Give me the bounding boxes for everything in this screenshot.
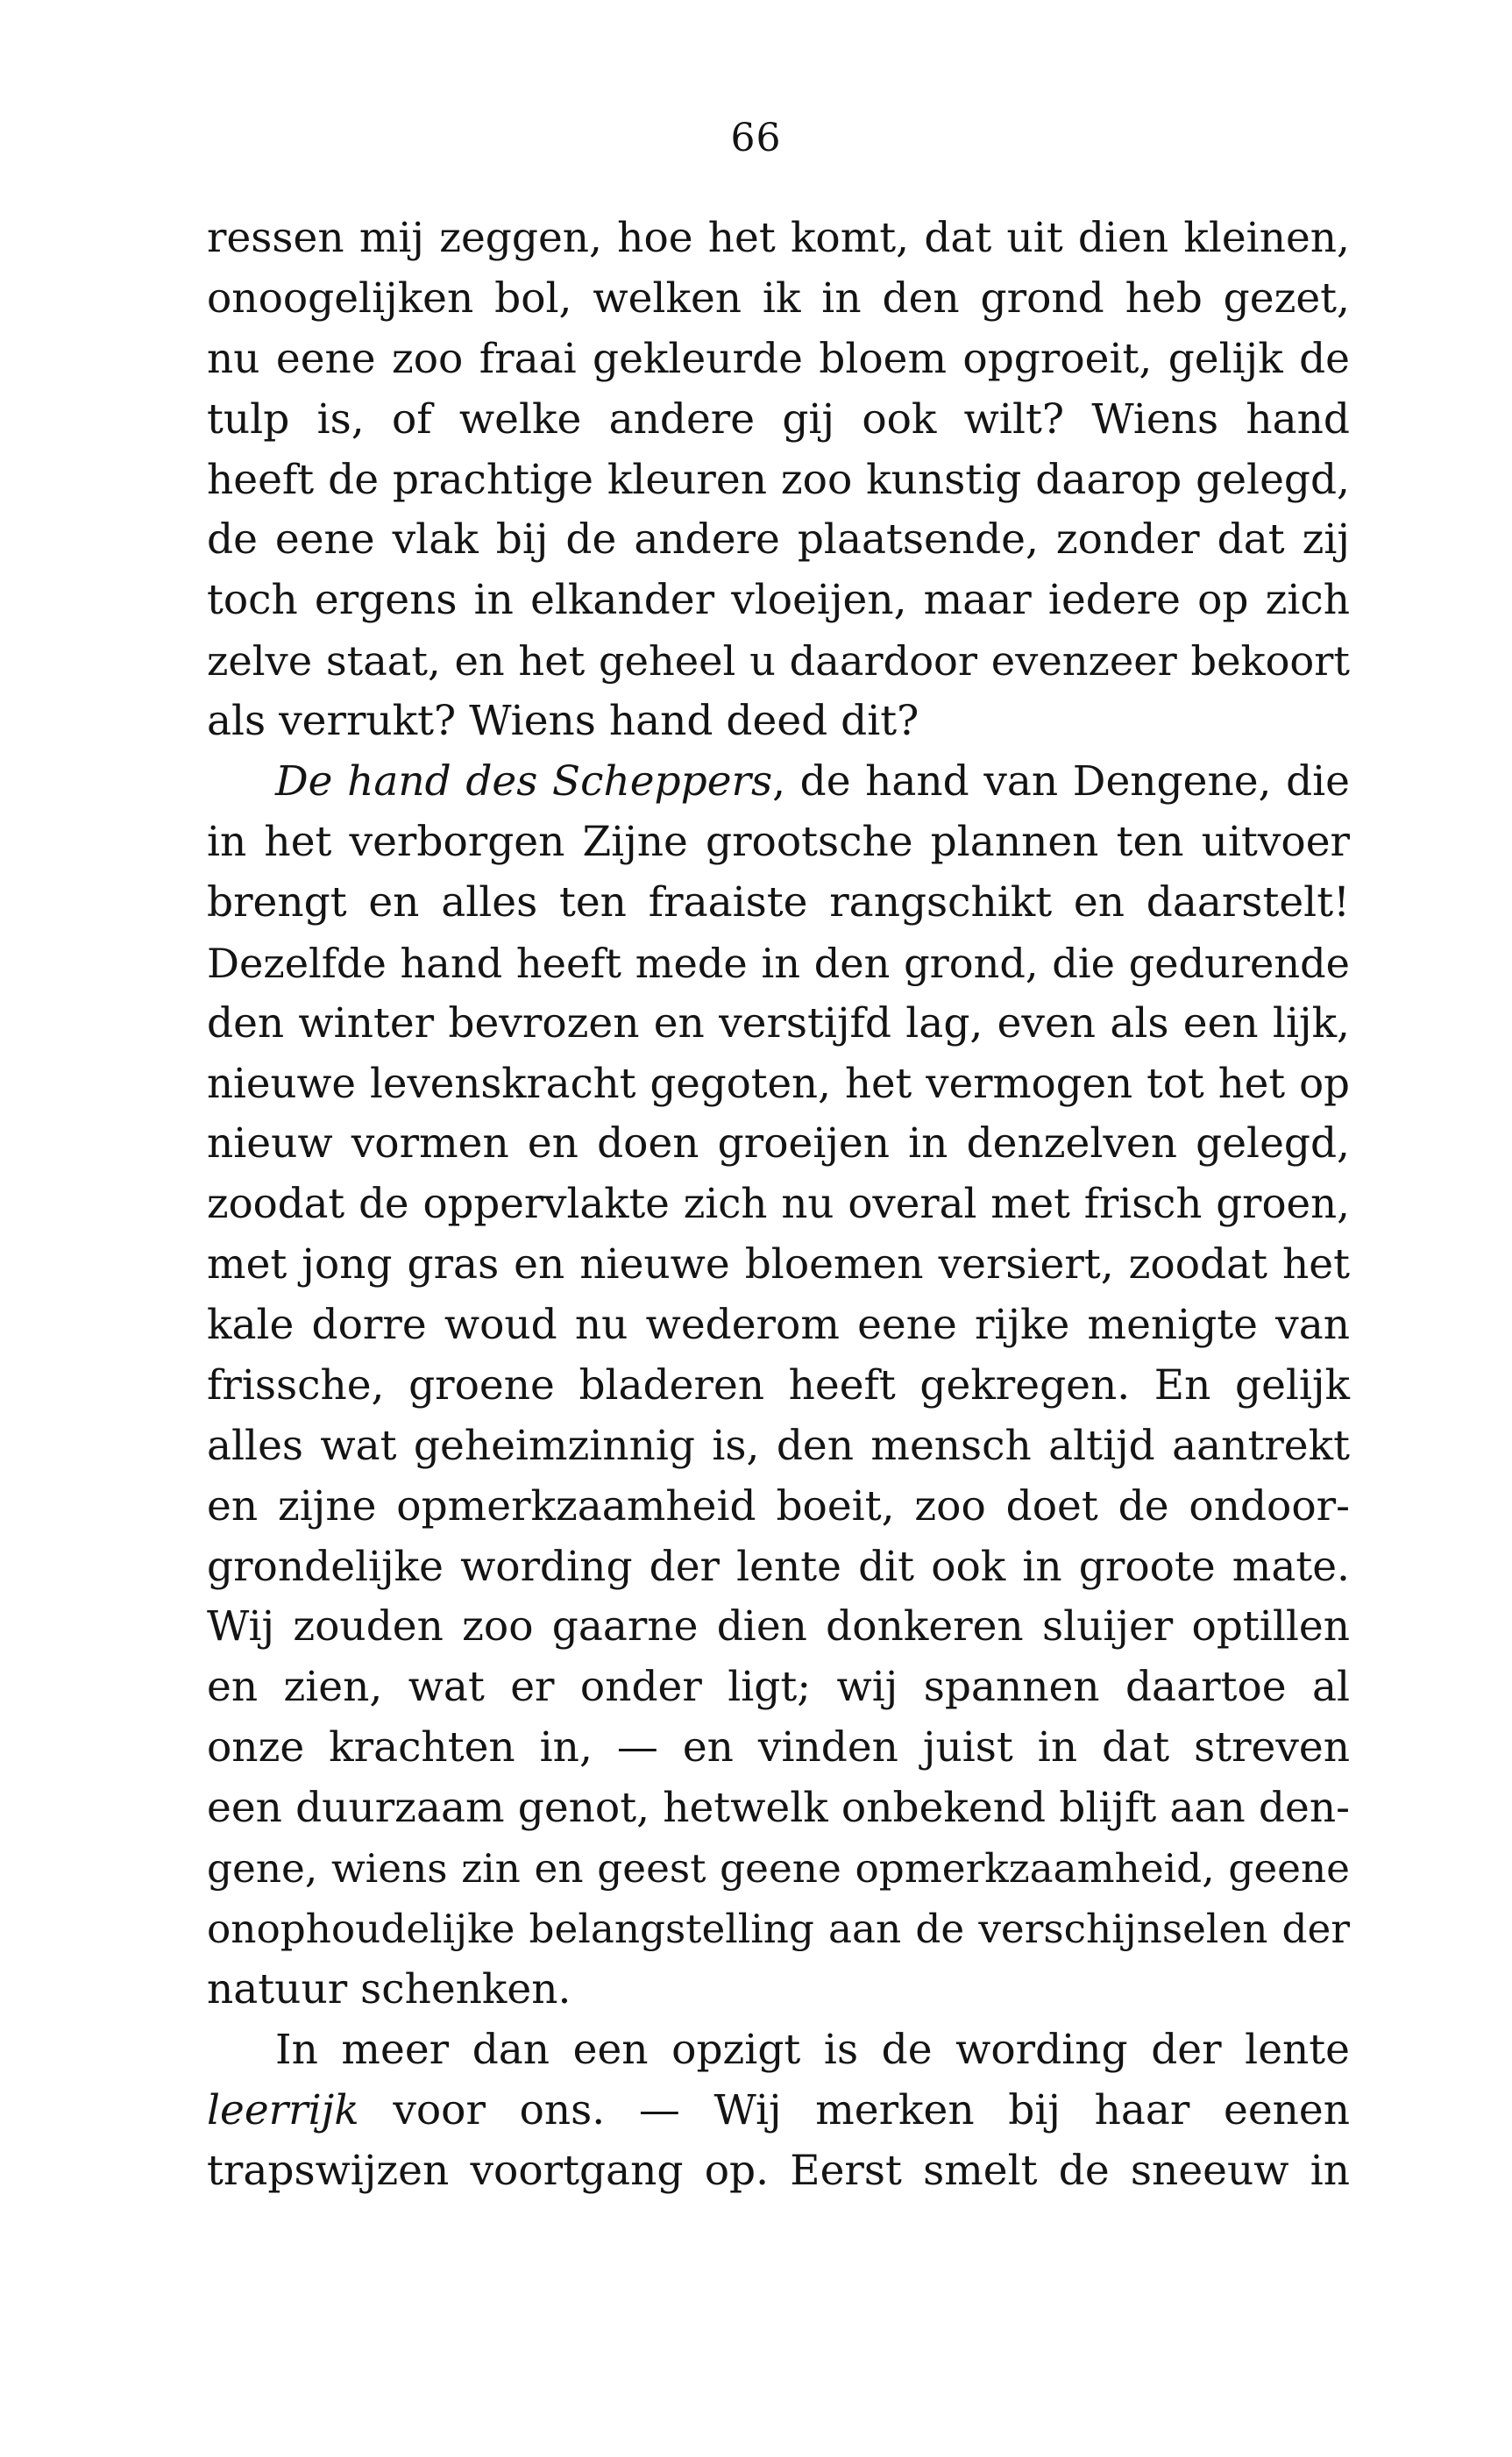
text-line: Wij zouden zoo gaarne dien donkeren sluijer optillen [207,1602,1350,1651]
text-line: tulp is, of welke andere gij ook wilt? Wiens hand [207,394,1350,444]
text-line: heeft de prachtige kleuren zoo kunstig daarop gelegd, [207,455,1350,504]
text-line: ressen mij zeggen, hoe het komt, dat uit dien kleinen, [207,214,1350,262]
text-line: nu eene zoo fraai gekleurde bloem opgroeit, gelijk de [207,334,1350,383]
text-line: onze krachten in, — en vinden juist in dat streven [207,1723,1350,1772]
text-line: grondelijke wording der lente dit ook in groote mate. [207,1542,1350,1591]
text-line: nieuwe levenskracht gegoten, het vermogen tot het op [207,1060,1350,1108]
body-text [207,209,1350,2201]
text-line: natuur schenken. [207,1964,571,2013]
text-line: gene, wiens zin en geest geene opmerkzaamheid, geene [207,1845,1350,1892]
italic-word: leerrijk [207,2085,359,2134]
text-line: als verrukt? Wiens hand deed dit? [207,697,919,746]
text-line: alles wat geheimzinnig is, den mensch altijd aantrekt [207,1421,1350,1470]
italic-phrase: De hand des Scheppers [275,757,773,806]
text-line: den winter bevrozen en verstijfd lag, even als een lijk, [207,998,1350,1047]
text-line: in het verborgen Zijne grootsche plannen ten uitvoer [207,817,1350,866]
text-line: brengt en alles ten fraaiste rangschikt en daarstelt! [207,877,1350,927]
text-line: In meer dan een opzigt is de wording der lente [275,2025,1350,2074]
text-line: en zijne opmerkzaamheid boeit, zoo doet de ondoor- [207,1481,1350,1530]
page-number: 66 [730,116,782,160]
text-line: met jong gras en nieuwe bloemen versiert, zoodat het [207,1240,1350,1289]
text-line: zelve staat, en het geheel u daardoor evenzeer bekoort [207,637,1350,685]
text-line: toch ergens in elkander vloeijen, maar iedere op zich [207,576,1350,625]
text-fragment: , de hand van Dengene, die [772,757,1350,806]
text-line: trapswijzen voortgang op. Eerst smelt de sneeuw in [207,2146,1350,2195]
text-line: zoodat de oppervlakte zich nu overal met frisch groen, [207,1181,1350,1229]
text-line: en zien, wat er onder ligt; wij spannen daartoe al [207,1663,1350,1712]
text-line: kale dorre woud nu wederom eene rijke menigte van [207,1301,1350,1350]
text-line-emphasis [207,2081,1350,2141]
text-line: Dezelfde hand heeft mede in den grond, die gedurende [207,939,1350,987]
text-line: onoogelijken bol, welken ik in den grond heb gezet, [207,273,1350,323]
text-line-emphasis [207,752,1350,813]
text-line: frissche, groene bladeren heeft gekregen. En gelijk [207,1360,1350,1410]
text-line: een duurzaam genot, hetwelk onbekend blijft aan den- [207,1784,1350,1833]
text-line: de eene vlak bij de andere plaatsende, zonder dat zij [207,515,1350,565]
text-line: onophoudelijke belangstelling aan de verschijnselen der [207,1905,1350,1952]
text-fragment: voor ons. — Wij merken bij haar eenen [358,2085,1350,2134]
text-line: nieuw vormen en doen groeijen in denzelven gelegd, [207,1119,1350,1168]
